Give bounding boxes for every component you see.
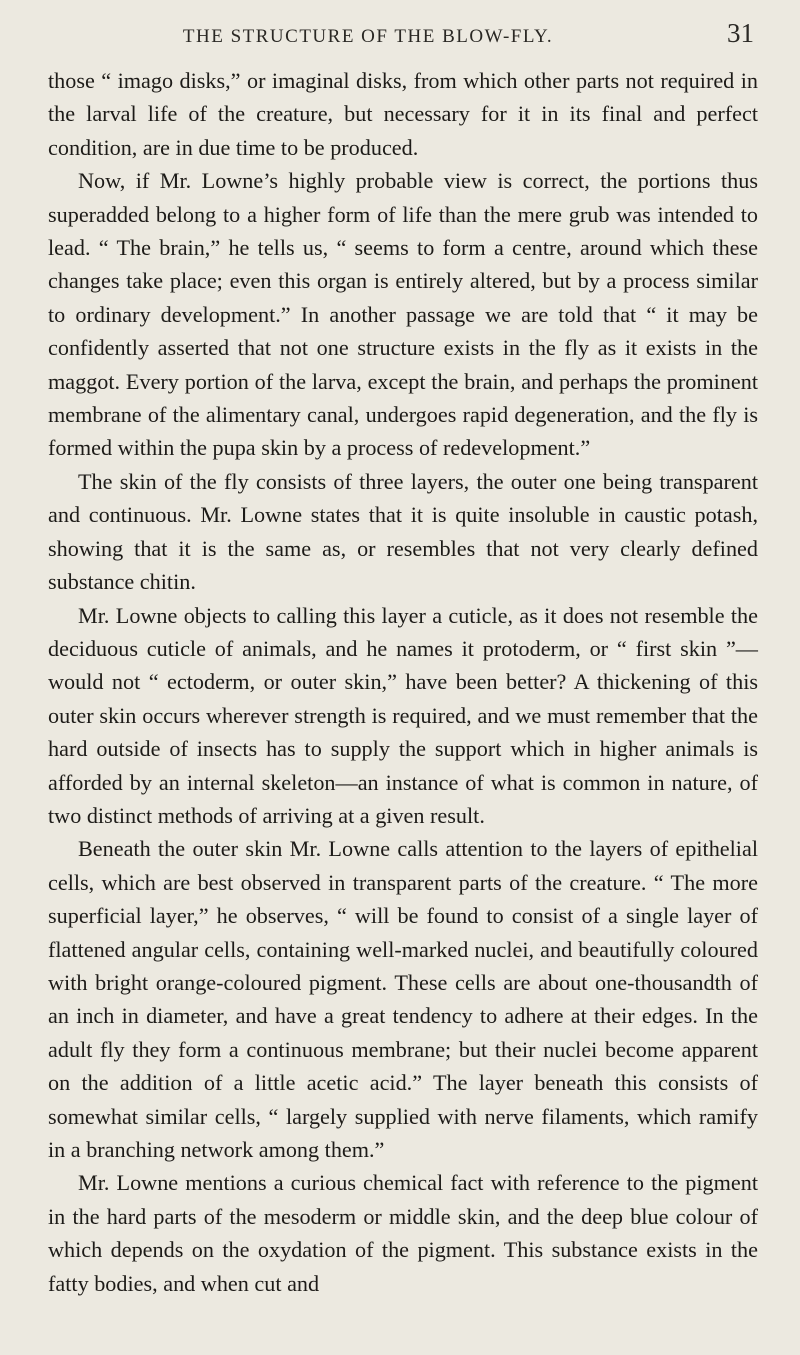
paragraph-4: Mr. Lowne objects to calling this layer a cuticle, as it does not resemble the deciduous cuticle of animals, and he names it protoderm, or “ first skin ”—would not “ ectoderm, or outer skin,” have been better? A thickening of this outer skin occurs wherever strength is required, and we must remember that the hard outside of insects has to supply the support which in higher animals is afforded by an internal skeleton—an instance of what is common in nature, of two distinct methods of arriving at a given result. <box>48 602 758 828</box>
body-text <box>48 64 758 1300</box>
running-title: THE STRUCTURE OF THE BLOW-FLY. <box>182 26 554 47</box>
page-number: 31 <box>727 18 754 48</box>
page-header <box>48 14 758 58</box>
paragraph-2: Now, if Mr. Lowne’s highly probable view is correct, the portions thus superadded belong to a higher form of life than the mere grub was intended to lead. “ The brain,” he tells us, “ seems to form a centre, around which these changes take place; even this organ is entirely altered, but by a process similar to ordinary development.” In another passage we are told that “ it may be confidently asserted that not one structure exists in the fly as it exists in the maggot. Every portion of the larva, except the brain, and perhaps the prominent membrane of the alimentary canal, undergoes rapid degeneration, and the fly is formed within the pupa skin by a process of redevelopment.” <box>48 168 758 461</box>
paragraph-6: Mr. Lowne mentions a curious chemical fact with reference to the pigment in the hard parts of the mesoderm or middle skin, and the deep blue colour of which depends on the oxydation of the pigment. This substance exists in the fatty bodies, and when cut and <box>48 1170 758 1296</box>
paragraph-5: Beneath the outer skin Mr. Lowne calls attention to the layers of epithelial cells, which are best observed in transparent parts of the creature. “ The more superficial layer,” he observes, “ will be found to consist of a single layer of flattened angular cells, containing well-marked nuclei, and beautifully coloured with bright orange-coloured pigment. These cells are about one-thousandth of an inch in diameter, and have a great tendency to adhere at their edges. In the adult fly they form a continuous membrane; but their nuclei become apparent on the addition of a little acetic acid.” The layer beneath this consists of somewhat similar cells, “ largely supplied with nerve filaments, which ramify in a branching network among them.” <box>48 836 758 1162</box>
paragraph-3: The skin of the fly consists of three layers, the outer one being transparent and continuous. Mr. Lowne states that it is quite insoluble in caustic potash, showing that it is the same as, or resembles that not very clearly defined substance chitin. <box>48 468 758 595</box>
paragraph-1: those “ imago disks,” or imaginal disks, from which other parts not required in the larval life of the creature, but necessary for it in its final and perfect condition, are in due time to be produced. <box>48 68 758 160</box>
